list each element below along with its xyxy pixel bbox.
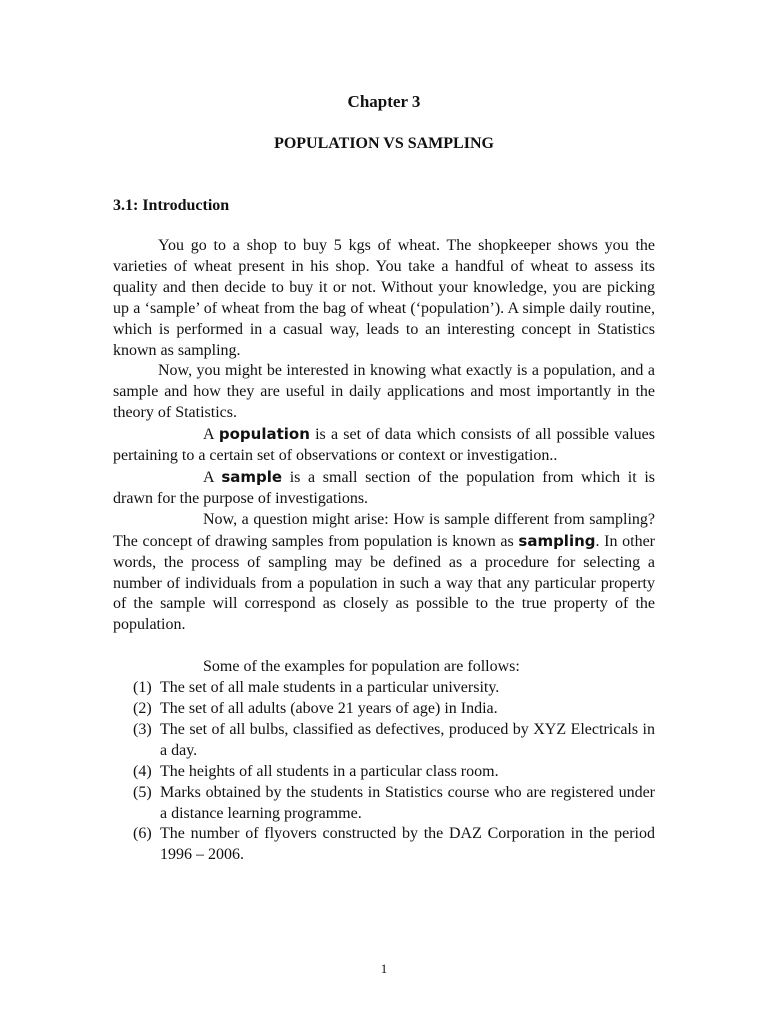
examples-intro: Some of the examples for population are follows: xyxy=(203,658,520,676)
chapter-label: Chapter 3 xyxy=(347,92,421,111)
paragraph-population-definition xyxy=(113,424,655,467)
paragraph-sampling-definition xyxy=(113,510,655,636)
text: A xyxy=(203,468,222,486)
list-item-text: The heights of all students in a particular class room. xyxy=(160,762,499,780)
paragraph-question: Now, you might be interested in knowing what exactly is a population, and a sample and how they are useful in daily applications and most importantly in the theory of Statistics. xyxy=(113,362,655,422)
list-item-number: (6) xyxy=(133,825,152,843)
paragraph-intro: You go to a shop to buy 5 kgs of wheat. The shopkeeper shows you the varieties of wheat present in his shop. You take a handful of wheat to assess its quality and then decide to buy it or not. Without your knowledge, you are picking up a ‘sample’ of wheat from the bag of wheat (‘population’). A simple daily routine, which is performed in a casual way, leads to an interesting concept in Statistics known as sampling. xyxy=(113,237,655,359)
text: A xyxy=(203,426,219,444)
list-item xyxy=(113,783,655,825)
list-item-number: (5) xyxy=(133,783,152,801)
list-item xyxy=(113,699,655,720)
section-heading: 3.1: Introduction xyxy=(113,197,230,214)
text: Now, a question might arise: How is sample different from sampling? The concept of drawing samples from population is known as xyxy=(113,510,655,550)
examples-list xyxy=(113,678,655,866)
term-sampling: sampling xyxy=(518,531,596,550)
chapter-title: POPULATION VS SAMPLING xyxy=(274,135,494,152)
text: is a small section of the population from which it is drawn for the purpose of investigations. xyxy=(113,468,656,507)
list-item-text: The number of flyovers constructed by the DAZ Corporation in the period 1996 – 2006. xyxy=(160,825,655,864)
text: . In other words, the process of sampling may be defined as a procedure for selecting a number of individuals from a population in such a way that any particular property of the sample will correspond as closely as possible to the true property of the population. xyxy=(113,532,655,634)
spacer xyxy=(113,636,655,657)
list-item-number: (2) xyxy=(133,700,152,718)
text: is a set of data which consists of all possible values pertaining to a certain set of observations or context or investigation.. xyxy=(113,426,656,465)
list-item-text: The set of all adults (above 21 years of age) in India. xyxy=(160,700,498,718)
term-population: population xyxy=(218,425,310,444)
list-item xyxy=(113,678,655,699)
list-item-text: The set of all bulbs, classified as defectives, produced by XYZ Electricals in a day. xyxy=(160,720,655,759)
body-text xyxy=(113,236,655,866)
list-item-number: (4) xyxy=(133,762,152,780)
list-item-number: (1) xyxy=(133,679,152,697)
list-item xyxy=(113,720,655,762)
list-item xyxy=(113,824,655,866)
list-item-number: (3) xyxy=(133,720,152,738)
list-item-text: The set of all male students in a particular university. xyxy=(160,679,500,697)
list-item xyxy=(113,762,655,783)
paragraph-sample-definition xyxy=(113,467,655,510)
page-number: 1 xyxy=(380,961,388,976)
list-item-text: Marks obtained by the students in Statistics course who are registered under a distance learning programme. xyxy=(160,783,655,822)
term-sample: sample xyxy=(221,467,283,486)
